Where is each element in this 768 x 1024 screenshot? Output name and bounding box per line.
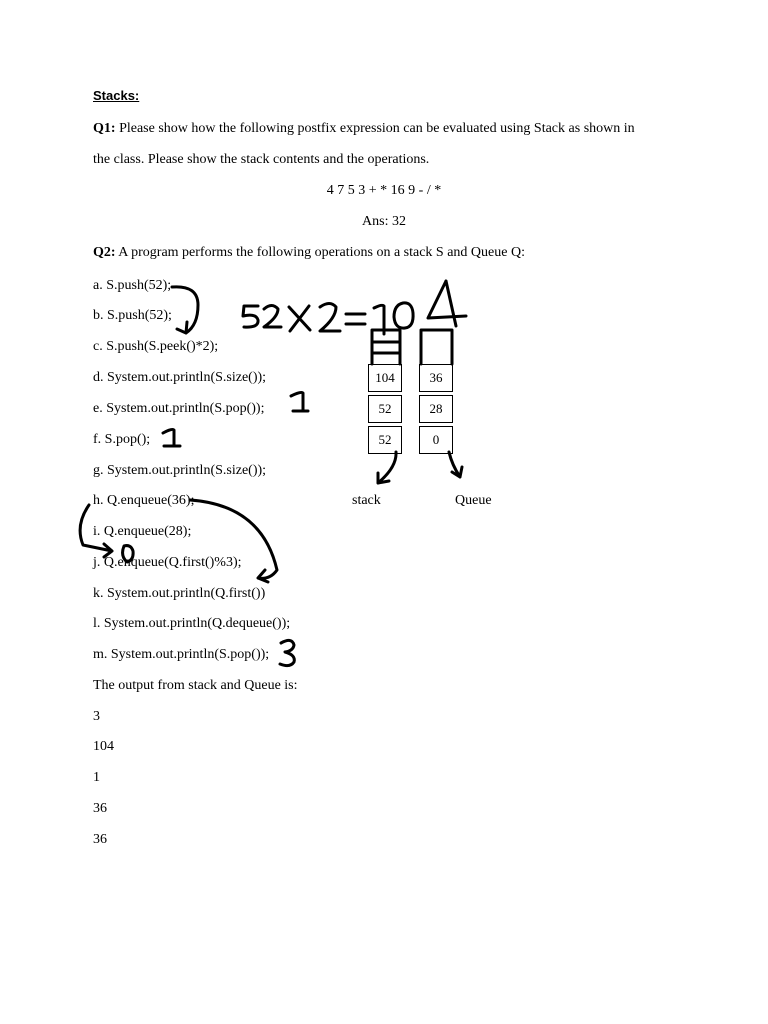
handwritten-equation [243, 281, 466, 334]
operation-k: k. System.out.println(Q.first()) [93, 586, 266, 601]
q1-label: Q1: [93, 121, 116, 136]
operation-c: c. S.push(S.peek()*2); [93, 339, 219, 354]
handwritten-note-j [123, 546, 134, 562]
operation-l: l. System.out.println(Q.dequeue()); [93, 616, 291, 631]
q2-text: A program performs the following operations on a stack S and Queue Q: [115, 245, 525, 260]
operation-h: h. Q.enqueue(36); [93, 493, 195, 508]
looped-arrow-h-to-j-icon [190, 500, 277, 582]
q2-label: Q2: [93, 245, 116, 260]
output-value-1: 3 [93, 709, 100, 724]
queue-caption: Queue [455, 493, 492, 508]
output-value-3: 1 [93, 770, 100, 785]
operation-d: d. System.out.println(S.size()); [93, 370, 267, 385]
operation-m: m. System.out.println(S.pop()); [93, 647, 270, 662]
curved-arrow-a-to-b-icon [172, 287, 198, 333]
operation-i: i. Q.enqueue(28); [93, 524, 192, 539]
stack-arrow-icon [378, 452, 396, 483]
q1-text-line-2: the class. Please show the stack contents and the operations. [93, 152, 430, 167]
output-label: The output from stack and Queue is: [93, 678, 298, 693]
queue-arrow-icon [449, 452, 462, 477]
stack-cell-top: 104 [368, 364, 402, 392]
q1-answer: Ans: 32 [362, 214, 406, 229]
operation-a: a. S.push(52); [93, 278, 172, 293]
stack-cell-bottom: 52 [368, 426, 402, 454]
operation-j: j. Q.enqueue(Q.first()%3); [93, 555, 242, 570]
operation-b: b. S.push(52); [93, 308, 172, 323]
section-heading: Stacks: [93, 88, 140, 103]
operation-e: e. System.out.println(S.pop()); [93, 401, 265, 416]
queue-cell-2: 28 [419, 395, 453, 423]
handwritten-note-e [291, 392, 308, 411]
output-value-5: 36 [93, 832, 107, 847]
postfix-expression: 4 7 5 3 + * 16 9 - / * [326, 183, 442, 198]
stack-cell-middle: 52 [368, 395, 402, 423]
operation-f: f. S.pop(); [93, 432, 151, 447]
output-value-2: 104 [93, 739, 114, 754]
queue-cell-3: 0 [419, 426, 453, 454]
q1-text: Please show how the following postfix expression can be evaluated using Stack as shown in [115, 121, 635, 136]
stack-caption: stack [352, 493, 381, 508]
output-value-4: 36 [93, 801, 107, 816]
arrow-h-to-i-icon [80, 505, 112, 557]
queue-cell-1: 36 [419, 364, 453, 392]
handwritten-note-f [163, 429, 180, 446]
handwritten-note-m [280, 640, 294, 665]
operation-g: g. System.out.println(S.size()); [93, 463, 267, 478]
